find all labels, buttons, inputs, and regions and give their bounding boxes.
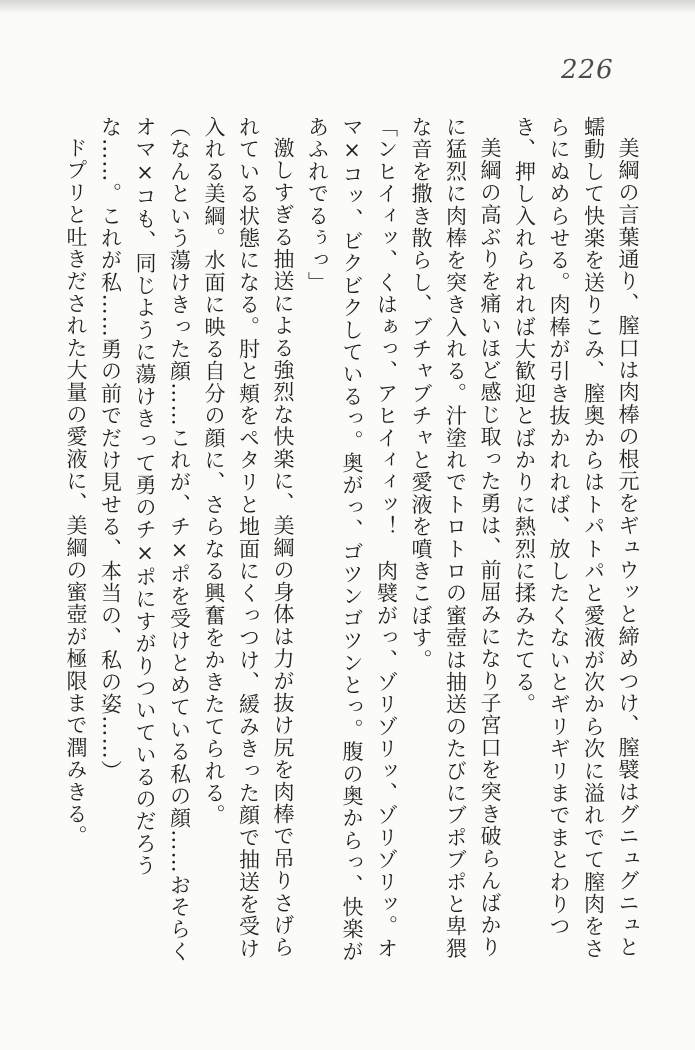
novel-paragraph-3-dialogue: 「ンヒイィッ、くはぁっ、アヒイィィッ！ 肉襞がっ、ゾリゾリッ、ゾリゾリッ。オマ×コッ、ビクビクしているっ。奥がっ、ゴツンゴツンとっ。腹の奥からっ、快楽があふれでるぅっ」 [305,116,399,963]
novel-paragraph-6: ドプリと吐きだされた大量の愛液に、美綱の蜜壺が極限まで潤みきる。 [64,137,88,848]
novel-paragraph-2: 美綱の高ぶりを痛いほど感じ取った勇は、前屈みになり子宮口を突き破らんばかりに猛烈に肉棒を突き入れる。汁塗れでトロトロの蜜壺は抽送のたびにブポブポと卑猥な音を撒き散らし、ブチャブチャと愛液を噴きこぼす。 [409,116,502,960]
novel-paragraph-1: 美綱の言葉通り、膣口は肉棒の根元をギュウッと締めつけ、膣襞はグニュグニュと蠕動して快楽を送りこみ、膣奥からはトパトパと愛液が次から次に溢れでて膣肉をさらにぬめらせる。肉棒が引き抜かれれば、放したくないとギリギリまでまとわりつき、押し入れられれば大歓迎とばかりに熱烈に揉みたてる。 [512,116,640,960]
scan-shade-artifact [0,0,695,14]
page-number: 226 [561,55,614,85]
novel-paragraph-4: 激しすぎる抽送による強烈な快楽に、美綱の身体は力が抜け尻を肉棒で吊りさげられている状態になる。肘と頬をペタリと地面にくっつけ、緩みきった顔で抽送を受け入れる美綱。水面に映る自分の顔に、さらなる興奮をかきたてられる。 [202,116,295,960]
novel-paragraph-5-inner-monologue: （なんという蕩けきった顔……これが、チ×ポを受けとめている私の顔……おそらくオマ×コも、同じように蕩けきって勇のチ×ポにすがりついているのだろうな……。これが私……勇の前でだけ見せる、本当の、私の姿……） [98,116,192,963]
novel-text-block [57,116,645,964]
